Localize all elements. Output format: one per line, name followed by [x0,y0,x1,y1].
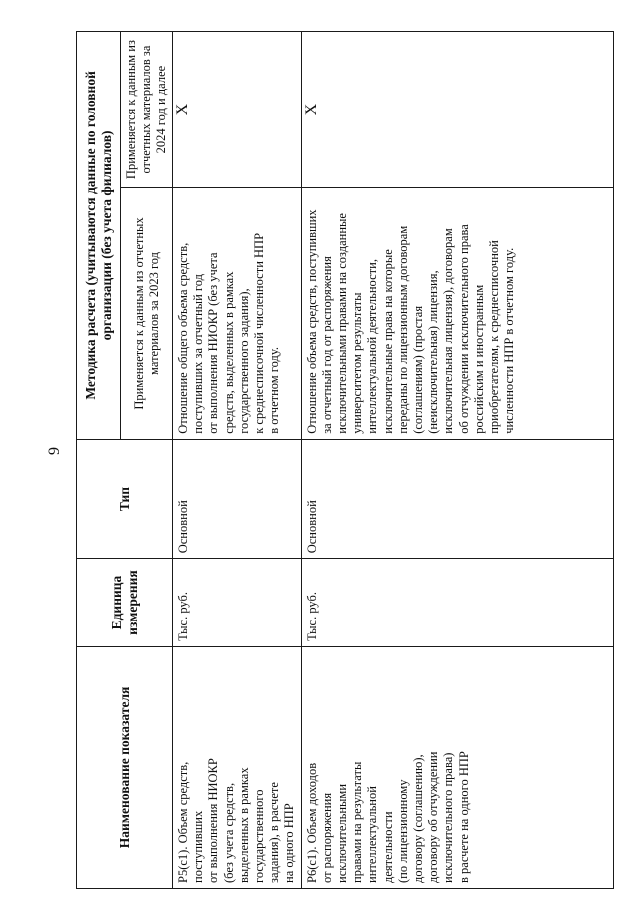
header-method-2024: Применяется к данным из отчетных материалов за 2024 год и далее [121,32,173,188]
cell-method-2023: Отношение общего объема средств, поступивших за отчетный год от выполнения НИОКР (без учета средств, выделенных в рамках государственного задания), к среднесписочной численности НПР в отчетном году. [173,188,302,440]
header-type: Тип [77,439,173,558]
cell-method-2023: Отношение объема средств, поступивших за отчетный год от распоряжения исключительными правами на созданные университетом результаты интеллектуальной деятельности, исключительные права на которые переданы по лицензионным договорам (соглашениям) (простая (неисключительная) лицензия, исключительная лицензия), договорам об отчуждении исключительного права российским и иностранным приобретателям, к среднесписочной численности НПР в отчетном году. [301,188,613,440]
page-number: 9 [46,447,63,455]
indicator-table [76,31,614,889]
cell-unit: Тыс. руб. [301,559,613,647]
table-row [173,32,302,889]
cell-type: Основной [173,439,302,558]
header-unit: Единица измерения [77,559,173,647]
cell-unit: Тыс. руб. [173,559,302,647]
table-row [301,32,613,889]
cell-name: P5(c1). Объем средств, поступивших от выполнения НИОКР (без учета средств, выделенных в рамках государственного задания), в расчете на одного НПР [173,646,302,888]
cell-type: Основной [301,439,613,558]
header-method-2023: Применяется к данным из отчетных материалов за 2023 год [121,188,173,440]
table-header-row [77,32,121,889]
cell-method-2024: X [173,32,302,188]
cell-method-2024: X [301,32,613,188]
header-name: Наименование показателя [77,646,173,888]
header-method: Методика расчета (учитываются данные по головной организации (без учета филиалов) [77,32,121,440]
rotated-table-container [76,31,614,889]
cell-name: P6(c1). Объем доходов от распоряжения исключительными правами на результаты интеллектуальной деятельности (по лицензионному договору (соглашению), договору об отчуждении исключительного права) в расчете на одного НПР [301,646,613,888]
